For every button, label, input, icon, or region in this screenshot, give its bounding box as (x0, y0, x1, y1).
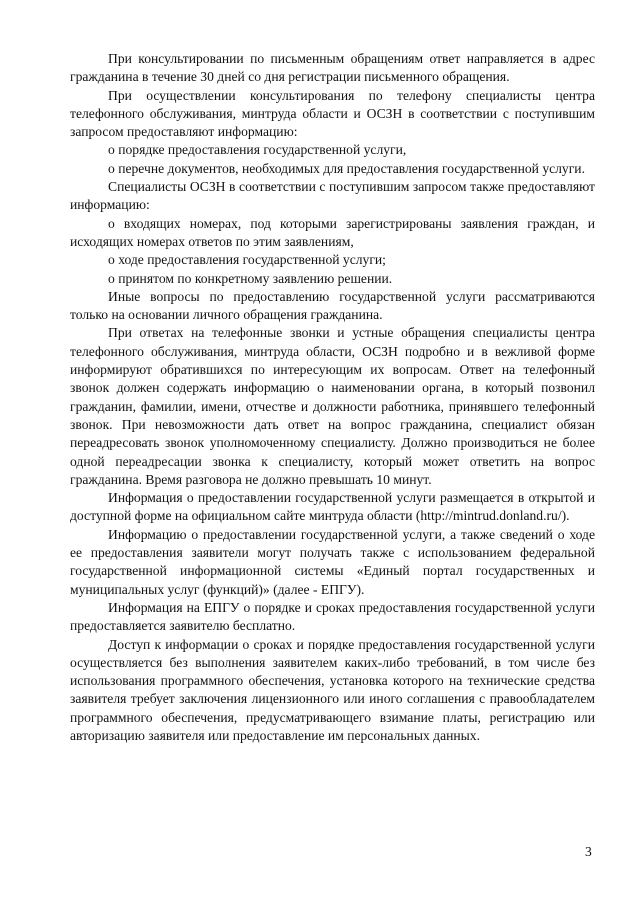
list-item-decision: о принятом по конкретному заявлению решении. (108, 270, 393, 286)
paragraph-written-requests: При консультировании по письменным обращениям ответ направляется в адрес гражданина в течение 30 дней со дня регистрации письменного обращения. (70, 51, 595, 85)
list-item-documents: о перечне документов, необходимых для предоставления государственной услуги. (108, 160, 585, 176)
paragraph-epgu-info: Информацию о предоставлении государственной услуги, а также сведений о ходе ее предоставления заявители могут получать также с использованием федеральной государственной информационной системы «Единый портал государственных и муниципальных услуг (функций)» (далее - ЕПГУ). (70, 526, 595, 597)
paragraph-phone-answers: При ответах на телефонные звонки и устные обращения специалисты центра телефонного обслуживания, минтруда области, ОСЗН подробно и в вежливой форме информируют обратившихся по интересующим их вопросам. Ответ на телефонный звонок должен содержать информацию о наименовании органа, в который позвонил гражданин, фамилии, имени, отчестве и должности работника, принявшего телефонный звонок. При невозможности дать ответ на вопрос гражданина, специалист обязан переадресовать звонок уполномоченному специалисту. Должно производиться не более одной переадресации звонка к специалисту, который может ответить на вопрос гражданина. Время разговора не должно превышать 10 минут. (70, 325, 595, 487)
paragraph-epgu-free: Информация на ЕПГУ о порядке и сроках предоставления государственной услуги предоставляется заявителю бесплатно. (70, 599, 595, 634)
list-item-incoming-numbers: о входящих номерах, под которыми зарегистрированы заявления граждан, и исходящих номерах ответов по этим заявлениям, (70, 215, 595, 249)
paragraph-website-info: Информация о предоставлении государственной услуги размещается в открытой и доступной форме на официальном сайте минтруда области (http://mintrud.donland.ru/). (70, 490, 595, 524)
document-body (70, 50, 595, 745)
list-item-progress: о ходе предоставления государственной услуги; (108, 252, 386, 268)
paragraph-phone-consulting: При осуществлении консультирования по телефону специалисты центра телефонного обслуживания, минтруда области и ОСЗН в соответствии с поступившим запросом предоставляют информацию: (70, 87, 595, 140)
paragraph-access-conditions: Доступ к информации о сроках и порядке предоставления государственной услуги осуществляется без выполнения заявителем каких-либо требований, в том числе без использования программного обеспечения, установка которого на технические средства заявителя требует заключения лицензионного или иного соглашения с правообладателем программного обеспечения, предусматривающего взимание платы, регистрацию или авторизацию заявителя или предоставление им персональных данных. (70, 636, 595, 743)
page-number: 3 (585, 844, 592, 859)
paragraph-other-questions: Иные вопросы по предоставлению государственной услуги рассматриваются только на основании личного обращения гражданина. (70, 288, 595, 323)
paragraph-oszn-info: Специалисты ОСЗН в соответствии с поступившим запросом также предоставляют информацию: (70, 179, 595, 213)
list-item-procedure: о порядке предоставления государственной услуги, (108, 142, 407, 158)
